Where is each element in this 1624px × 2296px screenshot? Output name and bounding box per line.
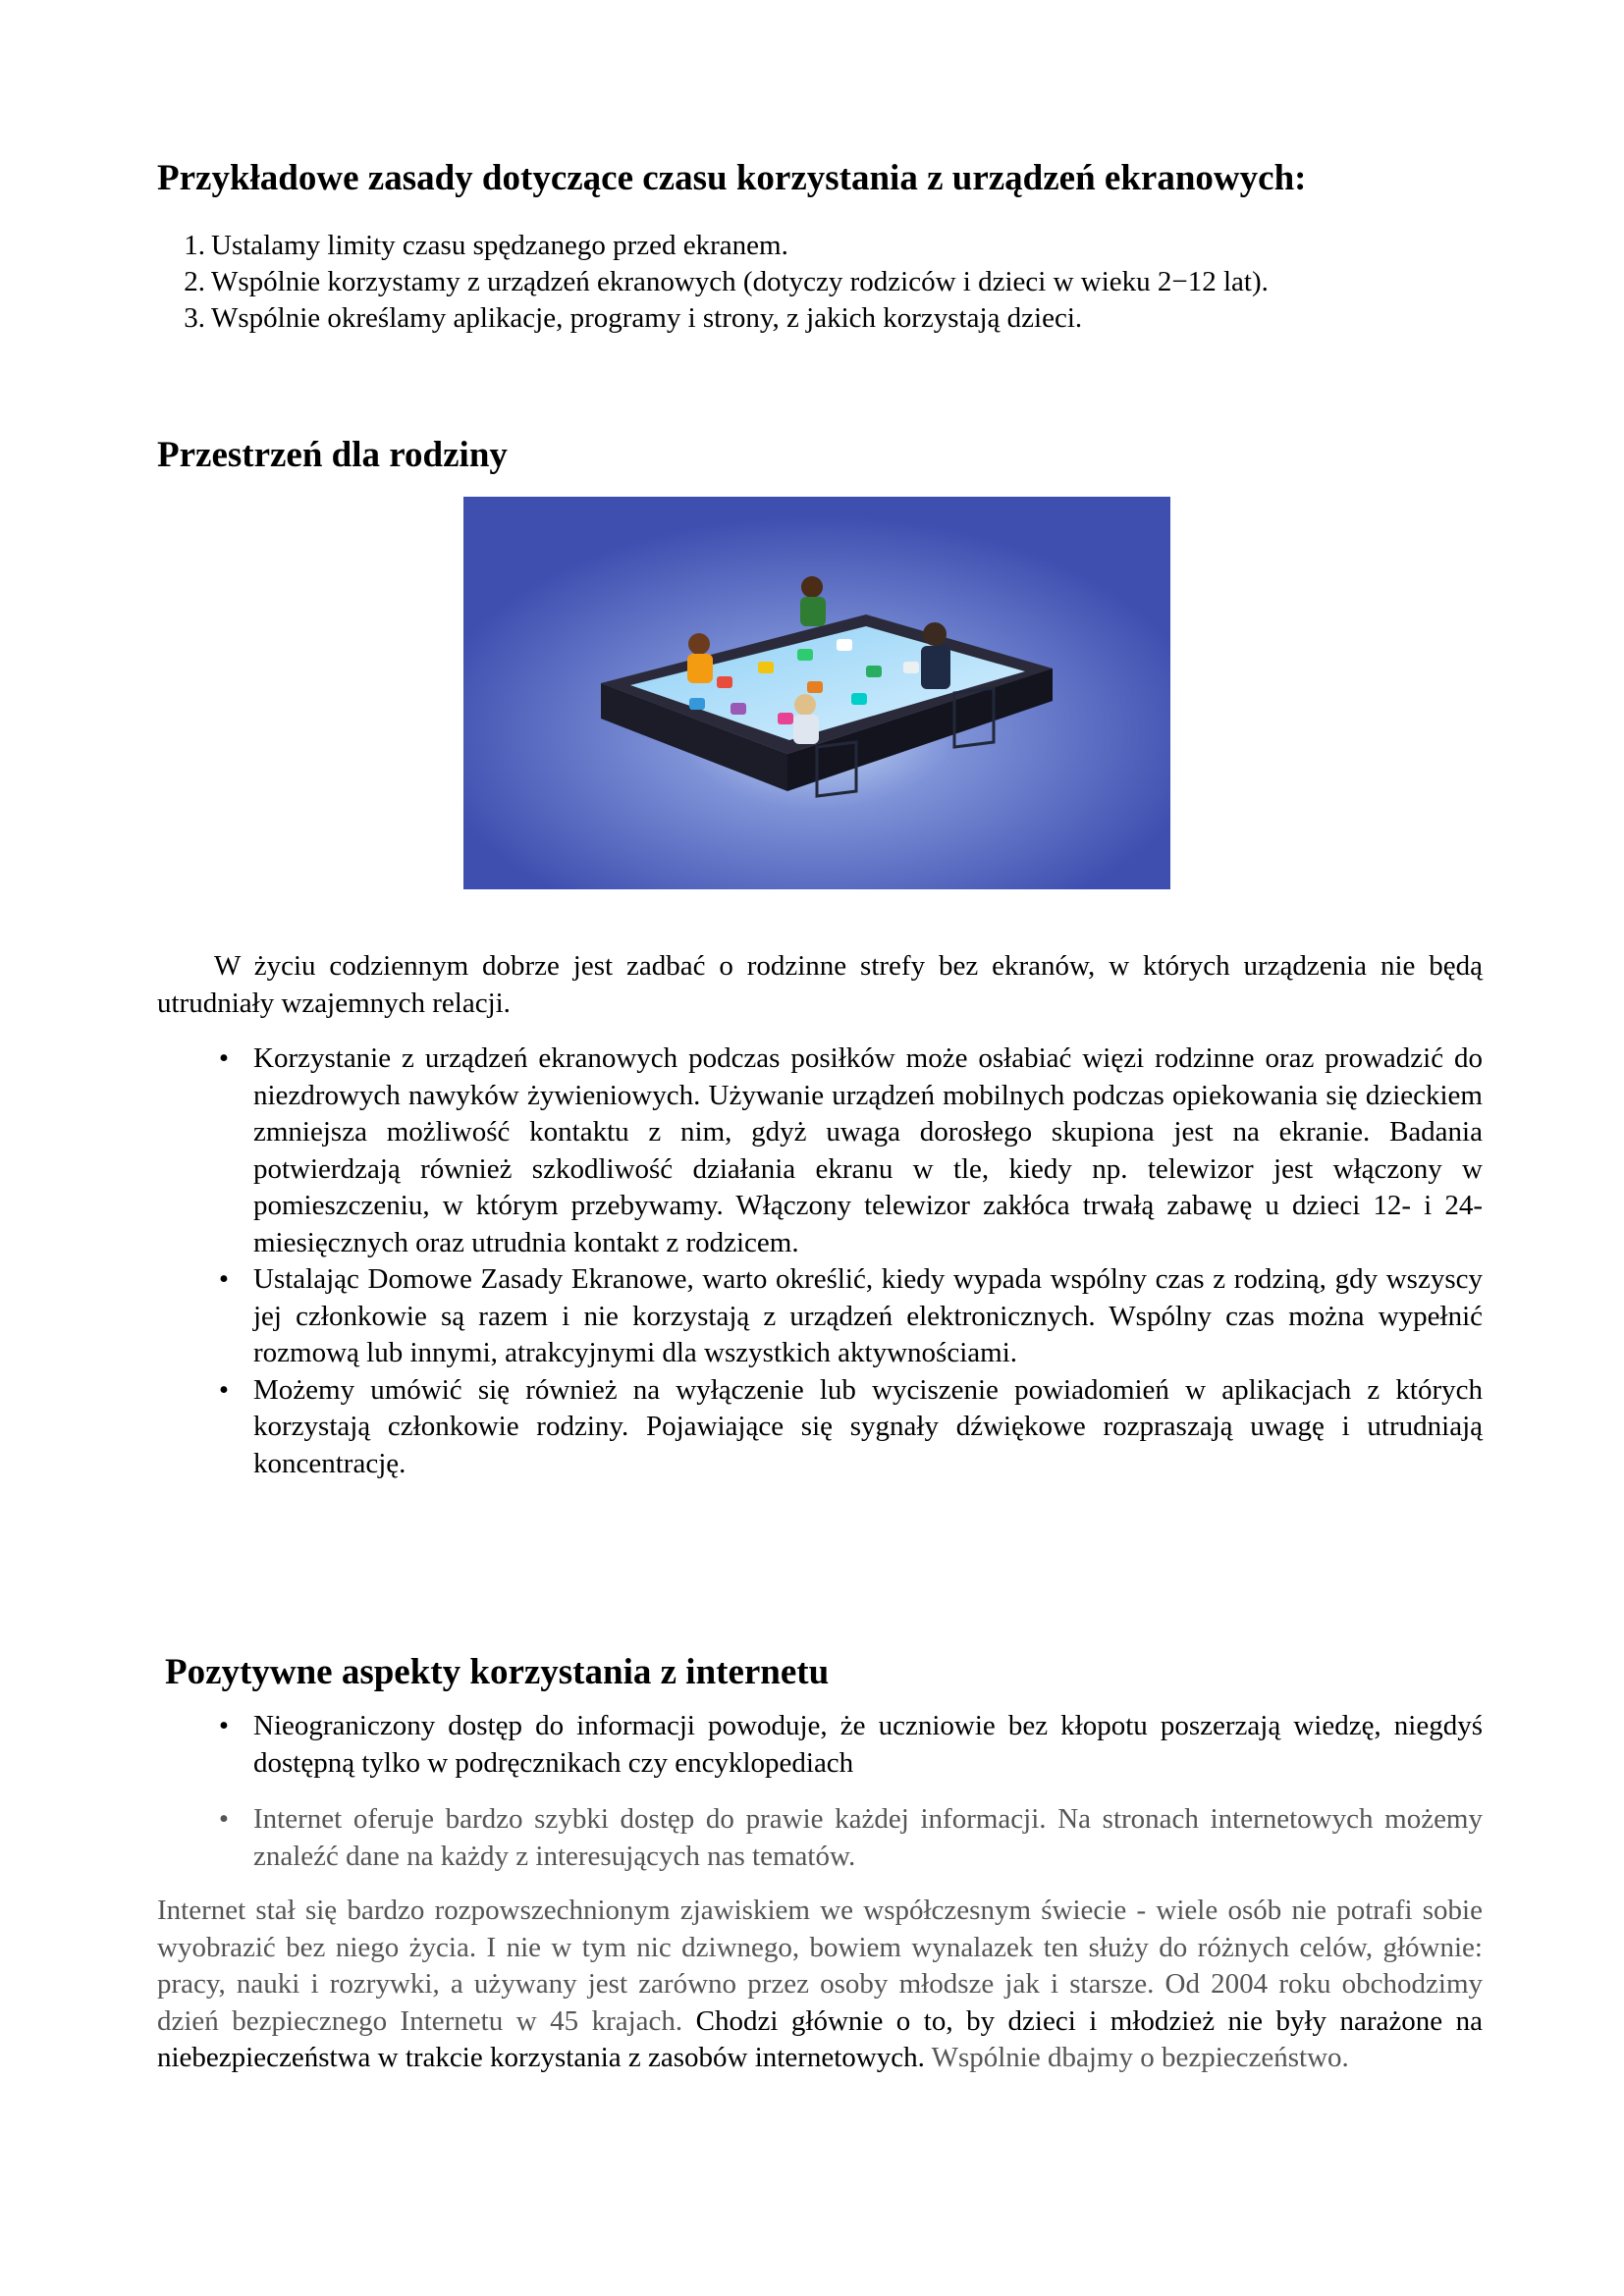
family-tablet-illustration [463, 497, 1170, 889]
positive-bullets-1 [218, 1708, 1483, 1782]
list-item-text: Możemy umówić się również na wyłączenie lub wyciszenie powiadomień w aplikacjach z których korzystają członkowie rodziny. Pojawiające się sygnały dźwiękowe rozpraszają uwagę i utrudniają koncentrację. [253, 1373, 1483, 1479]
closing-black-text: Chodzi głównie o to, by dzieci i młodzież nie były narażone na niebezpieczeństwa w trakcie korzystania z zasobów internetowych. [157, 2004, 1483, 2073]
bullet-icon: • [218, 1263, 230, 1295]
list-item [184, 228, 1269, 264]
list-item [184, 300, 1269, 337]
list-item [218, 1261, 1483, 1372]
list-item [218, 1372, 1483, 1483]
bullet-icon: • [218, 1803, 230, 1835]
bullet-icon: • [218, 1373, 230, 1406]
bullet-icon: • [218, 1710, 230, 1741]
list-number: 3. [184, 302, 205, 334]
list-item-text: Nieograniczony dostęp do informacji powoduje, że uczniowie bez kłopotu poszerzają wiedzę, niegdyś dostępną tylko w podręcznikach czy encyklopediach [253, 1710, 1483, 1779]
closing-end-text: Wspólnie dbajmy o bezpieczeństwo. [931, 2042, 1349, 2073]
positive-bullets-2 [218, 1801, 1483, 1875]
list-item-text: Wspólnie określamy aplikacje, programy i strony, z jakich korzystają dzieci. [211, 302, 1083, 334]
positive-heading: Pozytywne aspekty korzystania z internetu [165, 1652, 830, 1692]
list-number: 1. [184, 230, 205, 261]
family-intro: W życiu codziennym dobrze jest zadbać o rodzinne strefy bez ekranów, w których urządzenia nie będą utrudniały wzajemnych relacji. [157, 950, 1483, 1019]
list-item-text: Korzystanie z urządzeń ekranowych podczas posiłków może osłabiać więzi rodzinne oraz prowadzić do niezdrowych nawyków żywieniowych. Używanie urządzeń mobilnych podczas opiekowania się dzieckiem zmniejsza możliwość kontaktu z nim, gdyż uwaga dorosłego skupiona jest na ekranie. Badania potwierdzają również szkodliwość działania ekranu w tle, kiedy np. telewizor jest włączony w pomieszczeniu, w którym przebywamy. Włączony telewizor zakłóca trwałą zabawę u dzieci 12- i 24- miesięcznych oraz utrudnia kontakt z rodzicem. [253, 1042, 1483, 1258]
list-item-text: Wspólnie korzystamy z urządzeń ekranowych (dotyczy rodziców i dzieci w wieku 2−12 lat). [211, 266, 1269, 297]
bullet-icon: • [218, 1042, 230, 1074]
closing-gray-text: Internet stał się bardzo rozpowszechnionym zjawiskiem we współczesnym świecie - wiele osób nie potrafi sobie wyobrazić bez niego życia. I nie w tym nic dziwnego, bowiem wynalazek ten służy do różnych celów, głównie: pracy, nauki i rozrywki, a używany jest zarówno przez osoby młodsze jak i starsze. Od 2004 roku obchodzimy dzień bezpiecznego Internetu w 45 krajach. [157, 1895, 1483, 2037]
list-item-text: Internet oferuje bardzo szybki dostęp do prawie każdej informacji. Na stronach internetowych możemy znaleźć dane na każdy z interesujących nas tematów. [253, 1803, 1483, 1872]
list-item [218, 1801, 1483, 1875]
list-item-text: Ustalając Domowe Zasady Ekranowe, warto określić, kiedy wypada wspólny czas z rodziną, gdy wszyscy jej członkowie są razem i nie korzystają z urządzeń elektronicznych. Wspólny czas można wypełnić rozmową lub innymi, atrakcyjnymi dla wszystkich aktywnościami. [253, 1263, 1483, 1368]
list-item [218, 1041, 1483, 1261]
rules-heading: Przykładowe zasady dotyczące czasu korzystania z urządzeń ekranowych: [157, 158, 1307, 198]
family-heading: Przestrzeń dla rodziny [157, 435, 508, 475]
list-number: 2. [184, 266, 205, 297]
list-item-text: Ustalamy limity czasu spędzanego przed ekranem. [211, 230, 788, 261]
list-item [218, 1708, 1483, 1782]
list-item [184, 264, 1269, 300]
positive-closing [157, 1893, 1483, 2077]
rules-list [184, 228, 1269, 337]
family-bullets [218, 1041, 1483, 1482]
